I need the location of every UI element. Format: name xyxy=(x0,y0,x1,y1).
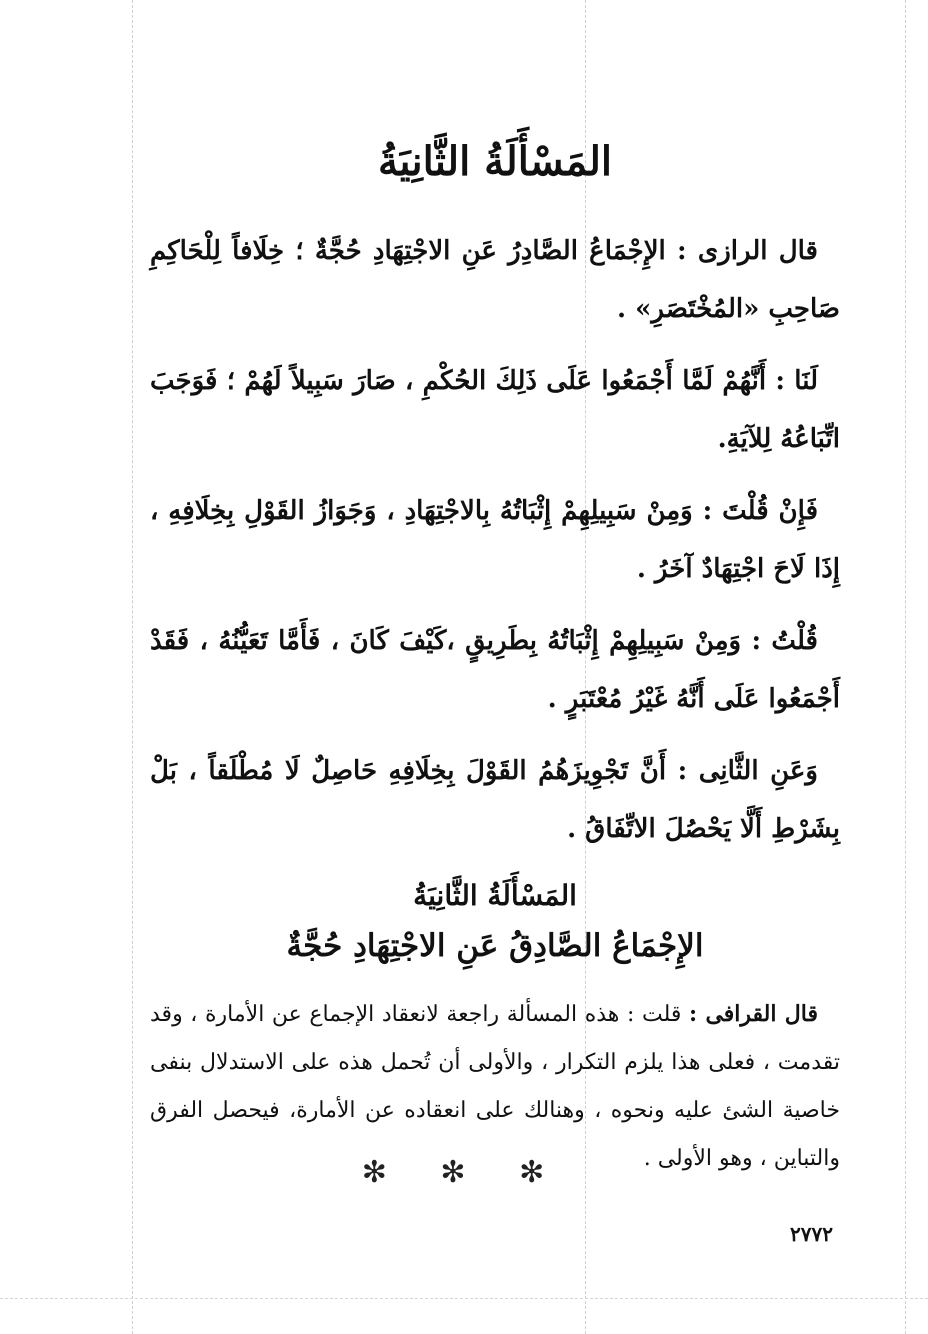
qarafi-lead: قال القرافى : xyxy=(689,1001,818,1027)
paragraph: فَإِنْ قُلْتَ : وَمِنْ سَبِيلِهِمْ إِثْبَاتُهُ بِالاجْتِهَادِ ، وَجَوَازُ القَوْلِ بِخِلَافِهِ ، إِذَا لَاحَ اجْتِهَادٌ آخَرُ . xyxy=(150,496,840,584)
page-title: المَسْأَلَةُ الثَّانِيَةُ xyxy=(377,138,613,185)
paragraph: قُلْتُ : وَمِنْ سَبِيلِهِمْ إِثْبَاتُهُ بِطَرِيقٍ ،كَيْفَ كَانَ ، فَأَمَّا تَعَيُّنُهُ ، فَقَدْ أَجْمَعُوا عَلَى أَنَّهُ غَيْرُ مُعْتَبَرٍ . xyxy=(150,626,840,714)
paragraph: لَنَا : أَنَّهُمْ لَمَّا أَجْمَعُوا عَلَى ذَلِكَ الحُكْمِ ، صَارَ سَبِيلاً لَهُمْ ؛ فَوَجَبَ اتِّبَاعُهُ لِلآيَةِ. xyxy=(150,366,840,454)
section-heading: الإِجْمَاعُ الصَّادِقُ عَنِ الاجْتِهَادِ حُجَّةٌ xyxy=(286,928,704,964)
section-subtitle: المَسْأَلَةُ الثَّانِيَةُ xyxy=(413,879,577,912)
paragraph: قال الرازى : الإِجْمَاعُ الصَّادِرُ عَنِ الاجْتِهَادِ حُجَّةٌ ؛ خِلَافاً لِلْحَاكِمِ صَاحِبِ «المُخْتَصَرِ» . xyxy=(150,236,840,324)
guide-line xyxy=(0,1298,928,1299)
guide-line xyxy=(905,0,906,1334)
qarafi-text: قلت : هذه المسألة راجعة لانعقاد الإجماع عن الأمارة ، وقد تقدمت ، فعلى هذا يلزم التكرار ، والأولى أن تُحمل هذه على الاستدلال بنفى خاصية الشئ عليه ونحوه ، وهنالك على انعقاده عن الأمارة، فيحصل الفرق والتباين ، وهو الأولى . xyxy=(150,1002,840,1171)
section-divider-stars: ✻ ✻ ✻ xyxy=(361,1155,567,1190)
guide-line xyxy=(132,0,133,1334)
page-number: ٢٧٧٢ xyxy=(790,1222,833,1246)
paragraph: وَعَنِ الثَّانِى : أَنَّ تَجْوِيزَهُمُ القَوْلَ بِخِلَافِهِ حَاصِلٌ لَا مُطْلَقاً ، بَلْ بِشَرْطِ أَلَّا يَحْصُلَ الاتِّفَاقُ . xyxy=(150,756,840,844)
document-body xyxy=(150,132,840,1183)
